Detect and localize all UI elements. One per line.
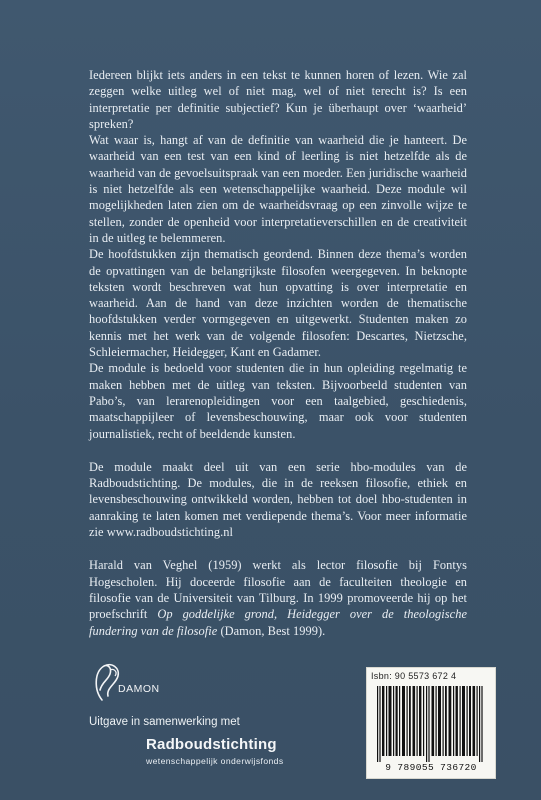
damon-logo-text: DAMON xyxy=(118,683,160,695)
barcode-icon xyxy=(375,686,487,762)
foundation-subtitle: wetenschappelijk onderwijsfonds xyxy=(146,756,284,766)
barcode-panel xyxy=(366,667,496,779)
blurb-paragraph-1: Iedereen blijkt iets anders in een tekst te kunnen horen of lezen. Wie zal zeggen welke uitleg wel of niet mag, wel of niet terecht is? Is een interpretatie per definitie subjectief? Kun je überhaupt over ‘waarheid’ spreken? xyxy=(89,68,467,131)
barcode-digits: 9 789055 736720 xyxy=(385,762,477,773)
dissertation-title: Op goddelijke grond, Heidegger over de theologische fundering van de filosofie xyxy=(89,607,467,638)
publisher-line: Uitgave in samenwerking met xyxy=(89,716,240,728)
back-cover-text xyxy=(89,67,467,639)
isbn-label: Isbn: 90 5573 672 4 xyxy=(371,671,457,681)
author-bio xyxy=(89,557,467,638)
blurb-paragraph-4: De module is bedoeld voor studenten die in hun opleiding regelmatig te maken hebben met de uitleg van teksten. Bijvoorbeeld studenten van Pabo’s, van lerarenopleidingen voor een taalgebied, geschiedenis, maatschappijleer of levensbeschouwing, maar ook voor studenten journalistiek, recht of beeldende kunsten. xyxy=(89,361,467,441)
foundation-name: Radboudstichting xyxy=(146,736,277,753)
author-bio-end: (Damon, Best 1999). xyxy=(217,623,326,638)
author-bio-text: Harald van Veghel (1959) werkt als lector filosofie bij Fontys Hogescholen. Hij doceerde filosofie aan de faculteiten theologie en filosofie van de Universiteit van Tilburg. In 1999 promoveerde hij op het proefschrift xyxy=(89,558,467,622)
blurb-paragraph-2: Wat waar is, hangt af van de definitie van waarheid die je hanteert. De waarheid van een test van een kind of leerling is niet hetzelfde als de waarheid van de gevoelsuitspraak van een moeder. Een juridische waarheid is niet hetzelfde als een wetenschappelijke waarheid. Deze module wil mogelijkheden laten zien om de waarheidsvraag op een zinvolle wijze te stellen, zonder de openheid voor interpretatieverschillen en de creativiteit in de uitleg te belemmeren. xyxy=(89,133,467,245)
blurb-paragraph-3: De hoofdstukken zijn thematisch geordend. Binnen deze thema’s worden de opvattingen van de belangrijkste filosofen weergegeven. In beknopte teksten wordt beschreven wat hun opvatting is over interpretatie en waarheid. Aan de hand van deze inzichten worden de thematische hoofdstukken verder vormgegeven en uitgewerkt. Studenten maken zo kennis met het werk van de volgende filosofen: Descartes, Nietzsche, Schleiermacher, Heidegger, Kant en Gadamer. xyxy=(89,247,467,360)
series-paragraph: De module maakt deel uit van een serie hbo-modules van de Radboudstichting. De modules, die in de reeksen filosofie, ethiek en levensbeschouwing ontwikkeld worden, hebben tot doel hbo-studenten in aanraking te laten komen met verdiepende thema’s. Voor meer informatie zie www.radboudstichting.nl xyxy=(89,459,467,540)
